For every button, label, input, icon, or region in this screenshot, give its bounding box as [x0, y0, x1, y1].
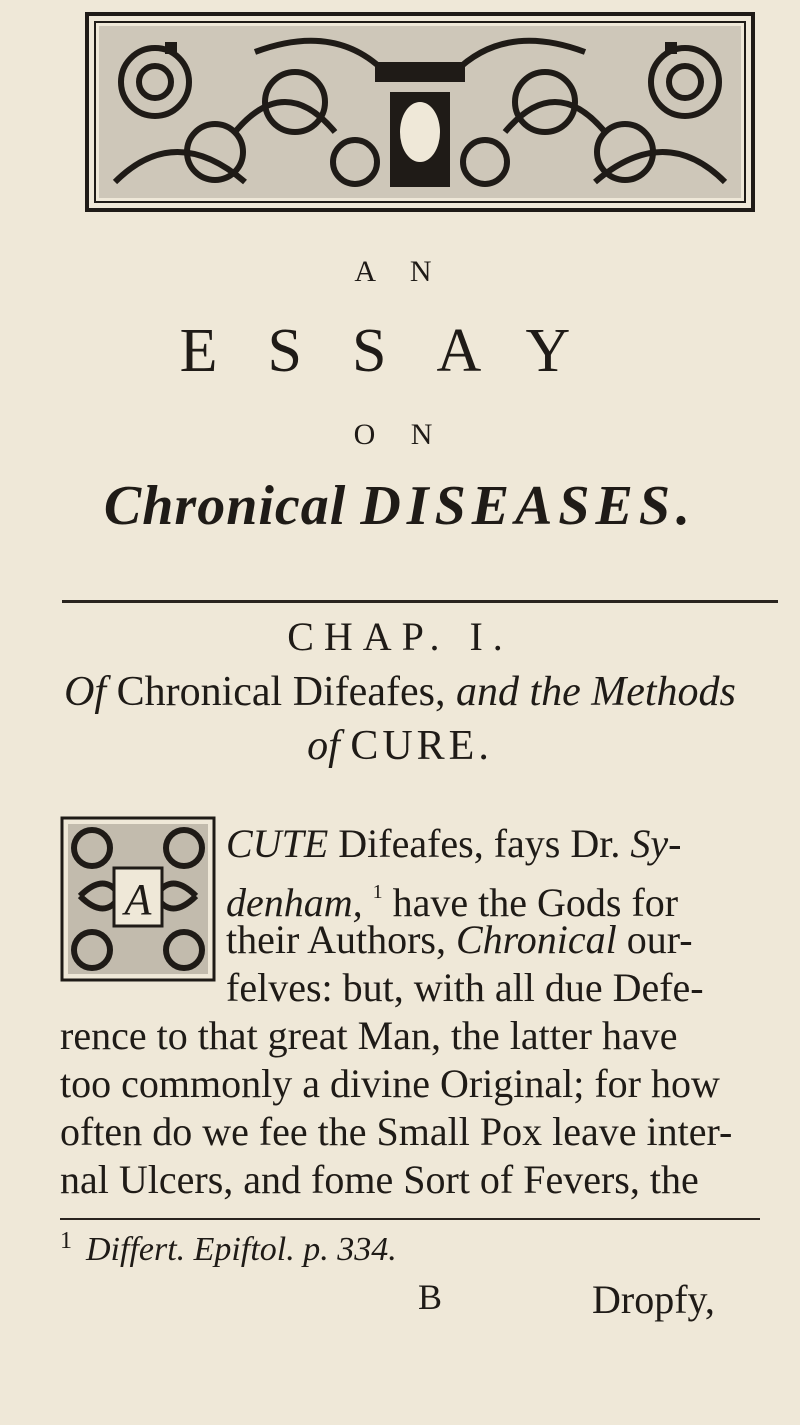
text-line3b: our-	[616, 917, 693, 962]
title-rule	[62, 600, 778, 603]
title-chronical-word: Chronical	[103, 475, 347, 537]
subtitle-cure: CURE.	[350, 723, 493, 769]
text-line2: have the Gods for	[382, 880, 679, 925]
title-diseases-word: DISEASES.	[360, 475, 697, 537]
body-line-1	[226, 820, 681, 868]
title-essay: ESSAY	[179, 317, 621, 385]
drop-initial-ornament	[60, 816, 216, 982]
footnote-mark: 1	[60, 1228, 72, 1254]
catchword: Dropfy,	[592, 1277, 715, 1322]
title-an: A N	[354, 255, 446, 288]
title-on: O N	[353, 418, 447, 451]
subtitle-words: Chronical Difeafes,	[116, 669, 446, 715]
chapter-subtitle	[0, 665, 800, 773]
footnote	[60, 1228, 397, 1269]
text-cute: CUTE	[226, 821, 329, 866]
subtitle-and-methods: and the Methods	[455, 669, 736, 715]
text-denham: denham,	[226, 880, 363, 925]
drop-initial-letter: A	[124, 875, 152, 924]
body-line-8: nal Ulcers, and fome Sort of Fevers, the	[60, 1157, 699, 1202]
body-line-4: felves: but, with all due Defe-	[226, 965, 704, 1010]
body-line-5: rence to that great Man, the latter have	[60, 1013, 678, 1058]
text-sy: Sy-	[630, 821, 682, 866]
title-chronical-diseases	[0, 475, 800, 537]
footnote-reference: 1	[372, 881, 383, 903]
text-chronical: Chronical	[455, 917, 617, 962]
chapter-heading: CHAP. I.	[287, 614, 513, 659]
subtitle-of2: of	[307, 723, 340, 769]
text-line1: Difeafes, fays Dr.	[328, 821, 631, 866]
body-line-6: too commonly a divine Original; for how	[60, 1061, 720, 1106]
body-line-7: often do we fee the Small Pox leave inter-	[60, 1109, 733, 1154]
signature-mark: B	[418, 1277, 443, 1317]
footnote-text: Differt. Epiftol. p. 334.	[86, 1231, 397, 1268]
subtitle-of: Of	[64, 669, 107, 715]
body-line-3	[226, 916, 693, 964]
footnote-rule	[60, 1218, 760, 1220]
ornamental-headpiece	[85, 12, 755, 212]
text-line3a: their Authors,	[226, 917, 456, 962]
